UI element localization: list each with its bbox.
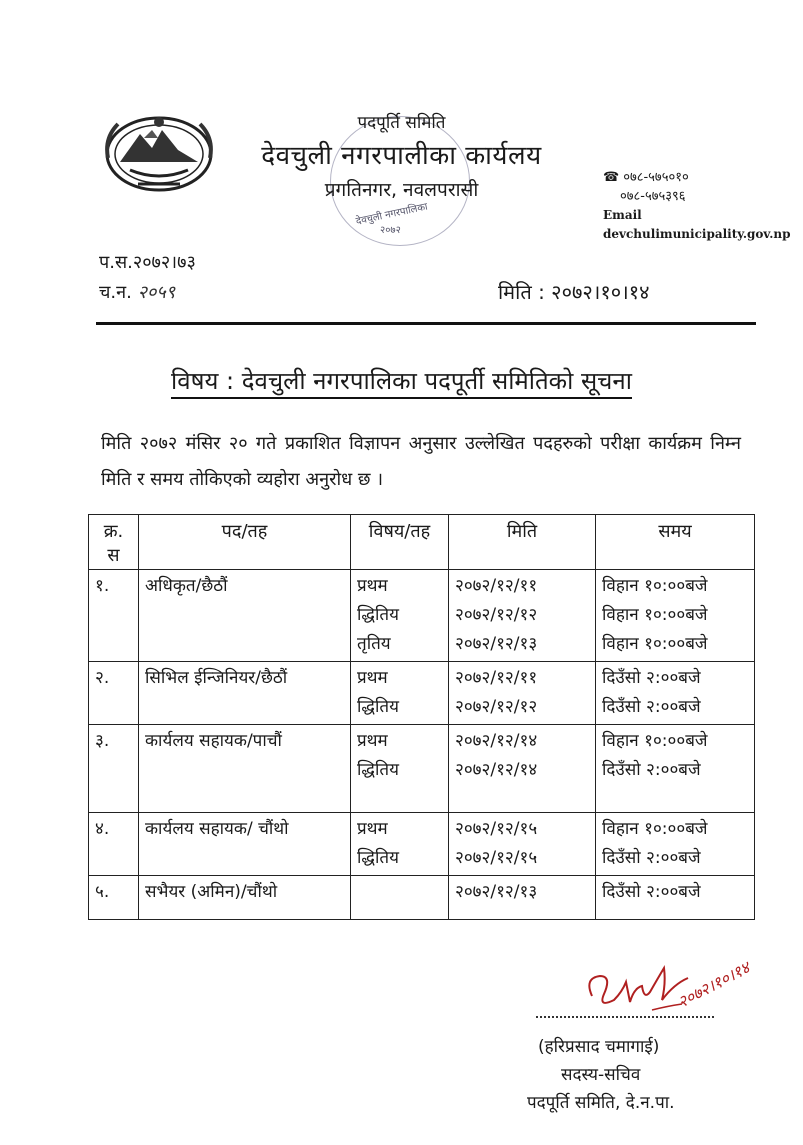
table-row: [89, 876, 755, 920]
committee-heading: पदपूर्ति समिति: [357, 113, 446, 133]
cell-subject: [351, 813, 449, 876]
cell-post: कार्यलय सहायक/पाचौं: [139, 725, 351, 813]
cell-time-line: विहान १०:००बजे: [602, 634, 708, 654]
cell-post: कार्यलय सहायक/ चौंथो: [139, 813, 351, 876]
signer-committee: पदपूर्ति समिति, दे.न.पा.: [527, 1093, 675, 1113]
cell-subject-line: द्धितिय: [357, 605, 399, 625]
cell-subject-line: प्रथम: [357, 731, 388, 751]
cell-time-line: दिउँसो २:००बजे: [602, 848, 701, 868]
cell-time: [596, 662, 755, 725]
cell-sn: २.: [89, 662, 139, 725]
cell-date-line: २०७२/१२/१३: [455, 882, 538, 902]
stamp-year: २०७२: [380, 225, 401, 236]
telephone-icon: ☎: [603, 170, 620, 185]
cell-subject: [351, 876, 449, 920]
subject-line: [0, 364, 803, 397]
cell-time-line: दिउँसो २:००बजे: [602, 760, 701, 780]
cell-time-line: विहान १०:००बजे: [602, 819, 708, 839]
cell-sn: ४.: [89, 813, 139, 876]
cell-time-line: विहान १०:००बजे: [602, 731, 708, 751]
cell-subject-line: द्धितिय: [357, 697, 399, 717]
cell-date-line: २०७२/१२/१४: [455, 731, 538, 751]
cell-subject: [351, 662, 449, 725]
cell-date: [449, 813, 596, 876]
cell-subject-line: द्धितिय: [357, 848, 399, 868]
cell-subject-line: द्धितिय: [357, 760, 399, 780]
email-address[interactable]: devchulimunicipality.gov.np: [603, 227, 791, 241]
reference-block: [99, 248, 196, 308]
cell-sn: ३.: [89, 725, 139, 813]
phone-number-2: ०७८-५७५३९६: [620, 189, 686, 204]
table-row: [89, 570, 755, 662]
cell-sn: ५.: [89, 876, 139, 920]
col-header-date: मिति: [449, 515, 596, 570]
cell-subject-line: प्रथम: [357, 668, 388, 688]
cell-time-line: दिउँसो २:००बजे: [602, 697, 701, 717]
cell-time: [596, 570, 755, 662]
exam-schedule-table: [88, 514, 755, 920]
signature-line: [536, 1016, 714, 1018]
schedule-body: [89, 570, 755, 920]
phone-number-1: ०७८-५७५०१०: [623, 170, 689, 185]
cell-date: [449, 876, 596, 920]
subject-text: विषय : देवचुली नगरपालिका पदपूर्ती समितिको सूचना: [171, 367, 632, 399]
cell-date-line: २०७२/१२/११: [455, 668, 538, 688]
cell-date-line: २०७२/१२/१२: [455, 697, 538, 717]
cell-post: अधिकृत/छैठौं: [139, 570, 351, 662]
cell-time: [596, 725, 755, 813]
cell-date: [449, 570, 596, 662]
office-title: देवचुली नगरपालीका कार्यलय: [261, 141, 542, 171]
email-label: Email: [603, 208, 642, 222]
signer-name: (हरिप्रसाद चमागाई): [538, 1037, 660, 1057]
stamp-text: देवचुली नगरपालिका: [354, 201, 429, 228]
letter-date: मिति : २०७२।१०।१४: [498, 280, 650, 304]
col-header-sn: क्र. स: [89, 515, 139, 570]
fiscal-year-ref: प.स.२०७२।७३: [99, 252, 196, 273]
col-header-time: समय: [596, 515, 755, 570]
cell-date: [449, 662, 596, 725]
cell-time-line: विहान १०:००बजे: [602, 576, 708, 596]
office-address: प्रगतिनगर, नवलपरासी: [324, 179, 479, 201]
signer-designation: सदस्य-सचिव: [561, 1065, 641, 1085]
cell-post: सभैयर (अमिन)/चौंथो: [139, 876, 351, 920]
table-row: [89, 725, 755, 813]
dispatch-number-row: [99, 278, 196, 308]
cell-time: [596, 876, 755, 920]
notice-paragraph: मिति २०७२ मंसिर २० गते प्रकाशित विज्ञापन अनुसार उल्लेखित पदहरुको परीक्षा कार्यक्रम निम्न मिति र समय तोकिएको व्यहोरा अनुरोध छ ।: [101, 433, 741, 490]
table-row: [89, 813, 755, 876]
contact-block: [603, 168, 791, 244]
cell-date-line: २०७२/१२/१२: [455, 605, 538, 625]
cell-time-line: विहान १०:००बजे: [602, 605, 708, 625]
dispatch-number: २०५९: [137, 282, 176, 303]
cell-subject-line: तृतिय: [357, 634, 391, 654]
cell-date-line: २०७२/१२/१३: [455, 634, 538, 654]
cell-subject-line: प्रथम: [357, 819, 388, 839]
cell-sn: १.: [89, 570, 139, 662]
cell-post: सिभिल ईन्जिनियर/छैठौं: [139, 662, 351, 725]
cell-date-line: २०७२/१२/११: [455, 576, 538, 596]
header-divider: [96, 322, 756, 325]
cell-time-line: दिउँसो २:००बजे: [602, 882, 701, 902]
cell-date-line: २०७२/१२/१५: [455, 848, 538, 868]
cell-time: [596, 813, 755, 876]
cell-time-line: दिउँसो २:००बजे: [602, 668, 701, 688]
cell-subject: [351, 725, 449, 813]
signature-date: २०७२।१०।१४: [674, 957, 753, 1012]
cell-date-line: २०७२/१२/१४: [455, 760, 538, 780]
col-header-post: पद/तह: [139, 515, 351, 570]
dispatch-label: च.न.: [99, 282, 132, 303]
cell-subject: [351, 570, 449, 662]
cell-date: [449, 725, 596, 813]
table-row: [89, 662, 755, 725]
table-header-row: [89, 515, 755, 570]
cell-subject-line: प्रथम: [357, 576, 388, 596]
col-header-subject: विषय/तह: [351, 515, 449, 570]
cell-date-line: २०७२/१२/१५: [455, 819, 538, 839]
